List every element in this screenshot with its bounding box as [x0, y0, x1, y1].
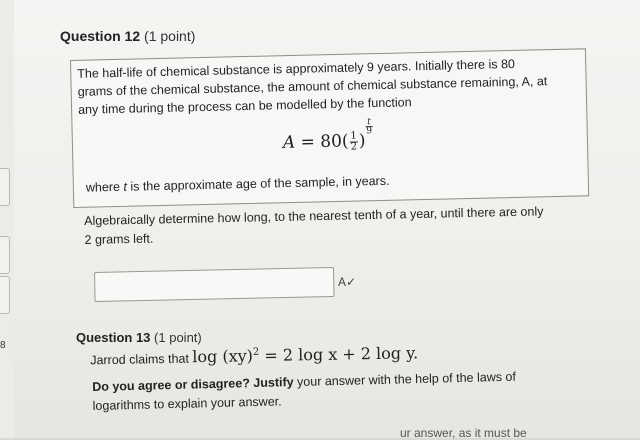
claim-lhs-exponent: 2: [252, 347, 260, 359]
question-13-ask: [92, 368, 517, 416]
ask-bold: Do you agree or disagree?: [92, 376, 251, 394]
question-title: Question 13: [76, 330, 151, 345]
question-points: (1 point): [144, 28, 196, 44]
claim-prefix: Jarrod claims that: [90, 351, 193, 368]
claim-equals: =: [259, 345, 284, 366]
ask-bold-justify: Justify: [249, 375, 294, 391]
exponent-denominator: 9: [366, 126, 373, 137]
rail-question-box[interactable]: [0, 236, 10, 274]
question-13-claim: [90, 340, 418, 370]
ask-rest: your answer with the help of the laws of: [293, 369, 517, 390]
answer-input[interactable]: [94, 267, 335, 302]
fraction-numerator: 1: [350, 130, 357, 142]
formula-base-fraction: [349, 131, 358, 152]
formula-exponent: [365, 118, 373, 135]
where-line: [86, 172, 390, 197]
where-prefix: where: [85, 179, 124, 195]
fraction-denominator: 2: [350, 141, 358, 153]
stem-line: any time during the process can be modelled by the function: [77, 95, 412, 117]
formula-equals: =: [300, 132, 316, 153]
rail-question-box[interactable]: [0, 276, 10, 314]
claim-lhs: log (xy): [192, 346, 254, 367]
spellcheck-icon[interactable]: A✓: [338, 275, 357, 289]
half-life-formula: A = 80( $\frac{1}{2}$ ) $\frac{t}{9}$: [282, 117, 373, 153]
formula-coefficient: 80: [320, 131, 343, 152]
ask-line: logarithms to explain your answer.: [92, 394, 282, 413]
rail-number: 8: [0, 340, 6, 351]
stem-line: grams of the chemical substance, the amount of chemical substance remaining, A, at: [77, 74, 548, 99]
where-rest: is the approximate age of the sample, in years.: [126, 173, 390, 194]
stem-line: The half-life of chemical substance is approximately 9 years. Initially there is 80: [77, 56, 516, 81]
where-variable: t: [123, 179, 128, 194]
question-title: Question 12: [60, 28, 141, 44]
question-13-title: [76, 330, 202, 345]
question-12-prompt: [84, 202, 544, 250]
rail-question-box[interactable]: [0, 168, 10, 206]
question-points: (1 point): [154, 330, 202, 345]
exponent-numerator: t: [365, 118, 373, 127]
question-12-title: [60, 28, 195, 44]
prompt-line: 2 grams left.: [84, 231, 154, 247]
claim-math: [192, 344, 418, 367]
formula-variable-a: A: [282, 132, 296, 153]
question-12-stem-box: [70, 48, 589, 208]
cut-off-text: ur answer, as it must be: [400, 426, 527, 440]
claim-rhs: 2 log x + 2 log y.: [282, 343, 419, 365]
left-question-rail: [0, 0, 14, 438]
prompt-line: Algebraically determine how long, to the nearest tenth of a year, until there are only: [84, 204, 544, 228]
